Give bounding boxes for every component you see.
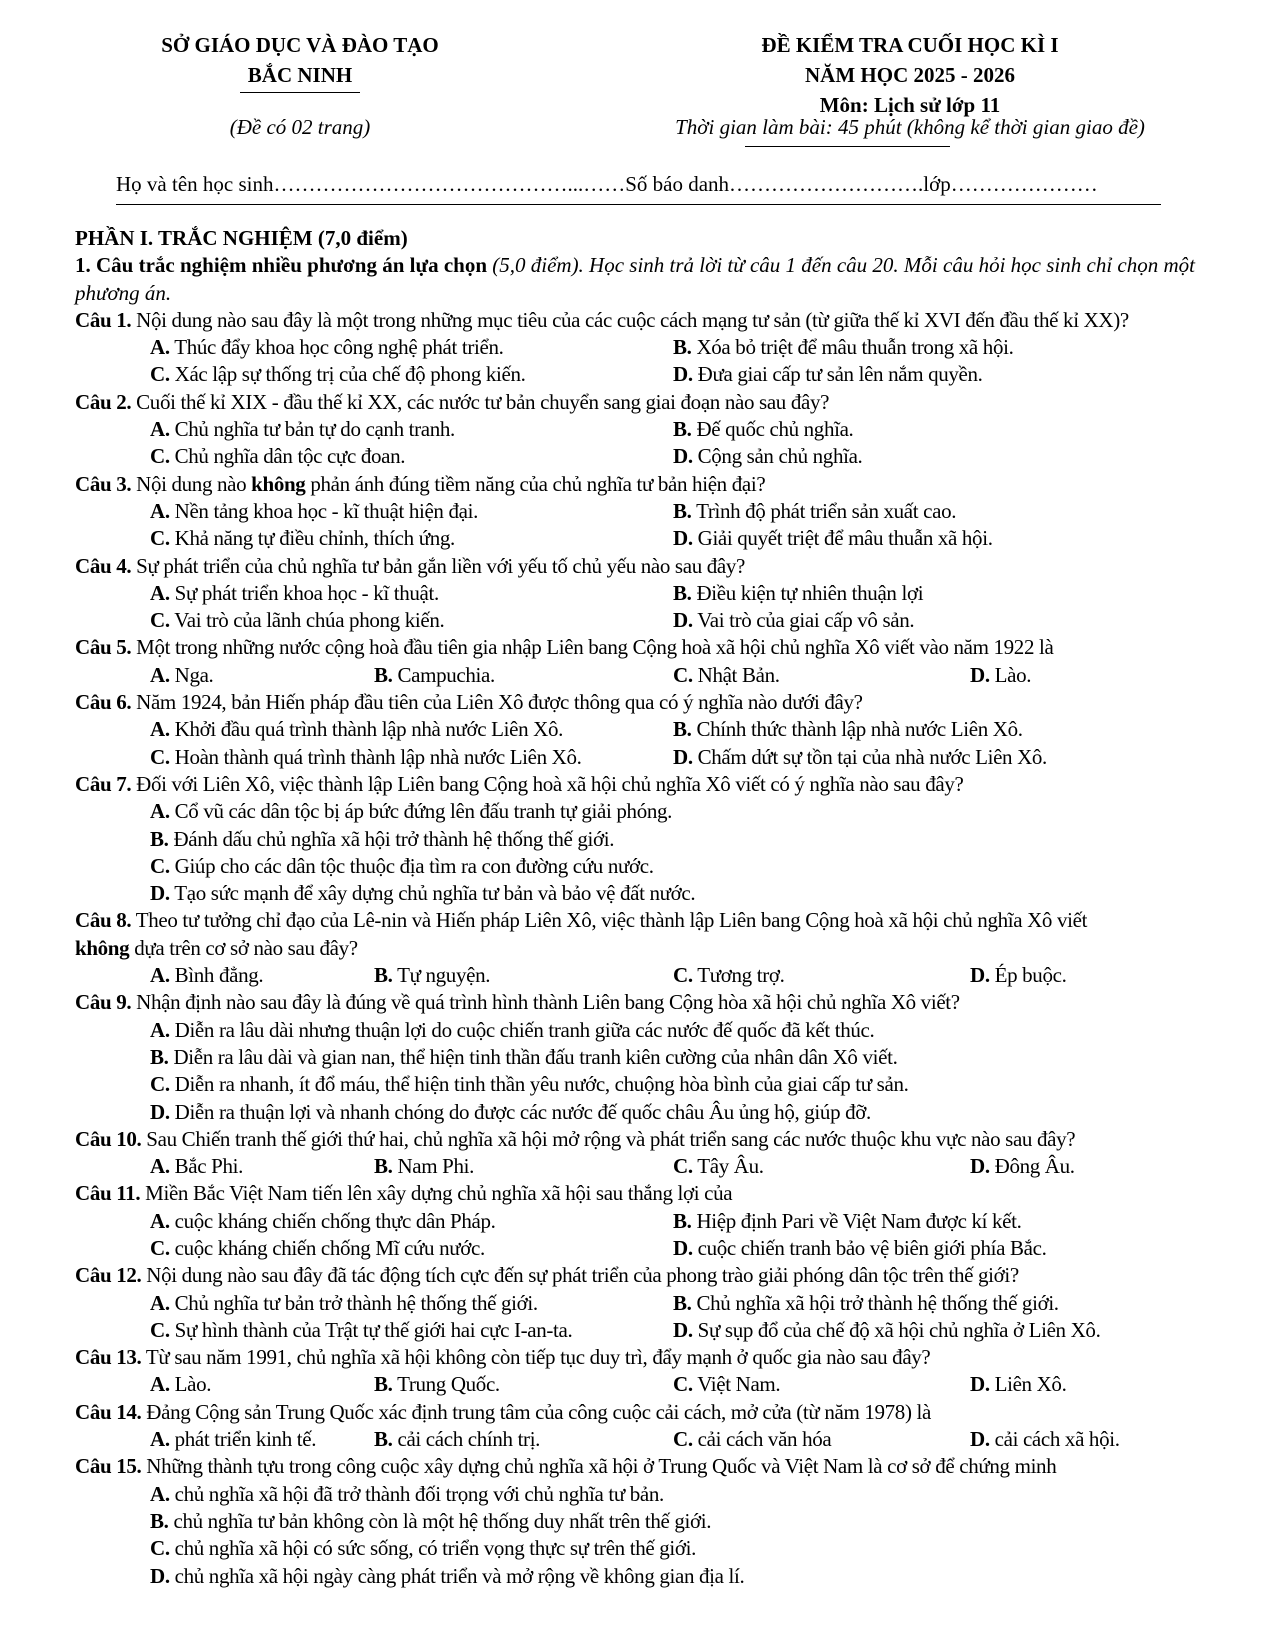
page-count-note: (Đề có 02 trang)	[229, 115, 371, 139]
option-d[interactable]: D. Giải quyết triệt để mâu thuẫn xã hội.	[673, 526, 993, 551]
department-name: SỞ GIÁO DỤC VÀ ĐÀO TẠO	[161, 33, 439, 57]
option-d[interactable]: D. Tạo sức mạnh để xây dựng chủ nghĩa tư bản và bảo vệ đất nước.	[150, 881, 696, 906]
school-year: NĂM HỌC 2025 - 2026	[805, 63, 1015, 87]
option-d[interactable]: D. Chấm dứt sự tồn tại của nhà nước Liên Xô.	[673, 744, 1047, 769]
option-d[interactable]: D. Sự sụp đổ của chế độ xã hội chủ nghĩa ở Liên Xô.	[673, 1317, 1101, 1342]
header-left	[120, 30, 480, 93]
options-row	[75, 744, 1225, 771]
option-a[interactable]: A. Nền tảng khoa học - kĩ thuật hiện đại.	[150, 498, 478, 523]
option-b[interactable]: B. Xóa bỏ triệt để mâu thuẫn trong xã hội.	[673, 335, 1014, 360]
option-d[interactable]: D. chủ nghĩa xã hội ngày càng phát triển và mở rộng về không gian địa lí.	[150, 1563, 745, 1588]
question-number: Câu 11.	[75, 1181, 141, 1206]
options-row	[75, 1153, 1225, 1180]
option-c[interactable]: C. Xác lập sự thống trị của chế độ phong kiến.	[150, 362, 526, 387]
option-a[interactable]: A. Lào.	[150, 1372, 212, 1397]
options-row	[75, 1317, 1225, 1344]
time-note: Thời gian làm bài: 45 phút (không kể thời gian giao đề)	[675, 115, 1145, 139]
option-a[interactable]: A. Diễn ra lâu dài nhưng thuận lợi do cuộc chiến tranh giữa các nước đế quốc đã kết thúc.	[150, 1017, 875, 1042]
option-a[interactable]: A. Chủ nghĩa tư bản tự do cạnh tranh.	[150, 417, 455, 442]
exam-title: ĐỀ KIỂM TRA CUỐI HỌC KÌ I	[761, 33, 1059, 57]
option-b[interactable]: B. Đế quốc chủ nghĩa.	[673, 417, 854, 442]
instruction-bold: 1. Câu trắc nghiệm nhiều phương án lựa chọn	[75, 253, 487, 278]
option-a[interactable]: A. Cổ vũ các dân tộc bị áp bức đứng lên đấu tranh tự giải phóng.	[150, 799, 673, 824]
question-number: Câu 1.	[75, 307, 132, 332]
instruction-italic: (5,0 điểm). Học sinh trả lời từ câu 1 đến câu 20. Mỗi câu hỏi học sinh chỉ chọn một phương án.	[75, 253, 1195, 305]
question-number: Câu 15.	[75, 1454, 142, 1479]
question-14	[75, 1399, 1225, 1426]
option-d[interactable]: D. cuộc chiến tranh bảo vệ biên giới phía Bắc.	[673, 1235, 1047, 1260]
question-text: Cuối thế kỉ XIX - đầu thế kỉ XX, các nước tư bản chuyển sang giai đoạn nào sau đây?	[131, 389, 830, 414]
question-number: Câu 14.	[75, 1399, 142, 1424]
option-b[interactable]: B. Chủ nghĩa xã hội trở thành hệ thống thế giới.	[673, 1290, 1059, 1315]
options-row	[75, 607, 1225, 634]
option-c[interactable]: C. Chủ nghĩa dân tộc cực đoan.	[150, 444, 406, 469]
question-number: Câu 10.	[75, 1126, 142, 1151]
option-d[interactable]: D. Đông Âu.	[970, 1154, 1075, 1179]
option-b[interactable]: B. Đánh dấu chủ nghĩa xã hội trở thành hệ thống thế giới.	[150, 826, 615, 851]
option-a[interactable]: A. Khởi đầu quá trình thành lập nhà nước Liên Xô.	[150, 717, 564, 742]
question-text: Từ sau năm 1991, chủ nghĩa xã hội không còn tiếp tục duy trì, đẩy mạnh ở quốc gia nào sau đây?	[141, 1345, 931, 1370]
option-d[interactable]: D. cải cách xã hội.	[970, 1427, 1120, 1452]
option-b[interactable]: B. Campuchia.	[374, 662, 495, 687]
option-b[interactable]: B. chủ nghĩa tư bản không còn là một hệ thống duy nhất trên thế giới.	[150, 1508, 712, 1533]
option-d[interactable]: D. Ép buộc.	[970, 963, 1067, 988]
option-b[interactable]: B. Tự nguyện.	[374, 963, 491, 988]
option-b[interactable]: B. Diễn ra lâu dài và gian nan, thể hiện tinh thần đấu tranh kiên cường của nhân dân Xô viết.	[150, 1044, 898, 1069]
question-11	[75, 1180, 1225, 1207]
question-emphasis: không	[251, 471, 306, 496]
question-number: Câu 3.	[75, 471, 132, 496]
question-number: Câu 8.	[75, 908, 132, 933]
options-row	[75, 580, 1225, 607]
option-c[interactable]: C. Sự hình thành của Trật tự thế giới hai cực I-an-ta.	[150, 1317, 573, 1342]
option-d[interactable]: D. Vai trò của giai cấp vô sản.	[673, 608, 915, 633]
options-row	[75, 416, 1225, 443]
option-c[interactable]: C. Giúp cho các dân tộc thuộc địa tìm ra con đường cứu nước.	[150, 853, 654, 878]
option-c[interactable]: C. Vai trò của lãnh chúa phong kiến.	[150, 608, 445, 633]
option-a[interactable]: A. Thúc đẩy khoa học công nghệ phát triển.	[150, 335, 504, 360]
option-c[interactable]: C. chủ nghĩa xã hội có sức sống, có triển vọng thực sự trên thế giới.	[150, 1536, 696, 1561]
option-d[interactable]: D. Cộng sản chủ nghĩa.	[673, 444, 863, 469]
option-b[interactable]: B. Hiệp định Pari về Việt Nam được kí kết.	[673, 1208, 1022, 1233]
question-9	[75, 989, 1225, 1016]
question-12	[75, 1262, 1225, 1289]
section-title: PHẦN I. TRẮC NGHIỆM (7,0 điểm)	[75, 226, 408, 250]
options-row	[75, 334, 1225, 361]
options-row	[75, 662, 1225, 689]
option-d[interactable]: D. Liên Xô.	[970, 1372, 1067, 1397]
options-row	[75, 498, 1225, 525]
question-emphasis: không	[75, 935, 130, 960]
question-text: Nội dung nào sau đây là một trong những mục tiêu của các cuộc cách mạng tư sản (từ giữa thế kỉ XVI đến đầu thế kỉ XX)?	[131, 307, 1129, 332]
question-15	[75, 1453, 1225, 1480]
question-number: Câu 5.	[75, 635, 132, 660]
question-13	[75, 1344, 1225, 1371]
question-text: Nhận định nào sau đây là đúng về quá trình hình thành Liên bang Cộng hòa xã hội chủ nghĩa Xô viết?	[131, 990, 960, 1015]
time-underline	[745, 146, 950, 147]
option-b[interactable]: B. Điều kiện tự nhiên thuận lợi	[673, 580, 924, 605]
province-name: BẮC NINH	[247, 63, 353, 87]
province-underline	[240, 92, 360, 93]
option-c[interactable]: C. Tương trợ.	[673, 963, 785, 988]
options-row	[75, 1290, 1225, 1317]
options-row	[75, 525, 1225, 552]
options-row	[75, 1371, 1225, 1398]
header-right	[600, 30, 1220, 120]
question-number: Câu 12.	[75, 1263, 142, 1288]
option-d[interactable]: D. Lào.	[970, 662, 1032, 687]
question-2	[75, 389, 1225, 416]
question-text: Những thành tựu trong công cuộc xây dựng chủ nghĩa xã hội ở Trung Quốc và Việt Nam là cơ sở để chứng minh	[141, 1454, 1057, 1479]
options-row	[75, 1235, 1225, 1262]
question-text: Một trong những nước cộng hoà đầu tiên gia nhập Liên bang Cộng hoà xã hội chủ nghĩa Xô viết vào năm 1922 là	[131, 635, 1054, 660]
options-row	[75, 716, 1225, 743]
option-b[interactable]: B. cải cách chính trị.	[374, 1427, 541, 1452]
divider	[116, 204, 1161, 205]
question-8-cont	[75, 935, 1225, 962]
option-c[interactable]: C. Diễn ra nhanh, ít đổ máu, thể hiện tinh thần yêu nước, chuộng hòa bình của giai cấp tư sản.	[150, 1072, 909, 1097]
options-row	[75, 962, 1225, 989]
option-c[interactable]: C. cải cách văn hóa	[673, 1427, 832, 1452]
option-d[interactable]: D. Diễn ra thuận lợi và nhanh chóng do được các nước đế quốc châu Âu ủng hộ, giúp đỡ.	[150, 1099, 871, 1124]
option-a[interactable]: A. Bình đẳng.	[150, 963, 264, 988]
question-number: Câu 9.	[75, 990, 132, 1015]
question-8	[75, 907, 1225, 934]
option-b[interactable]: B. Nam Phi.	[374, 1154, 475, 1179]
option-a[interactable]: A. Nga.	[150, 662, 214, 687]
question-1	[75, 307, 1225, 334]
question-text: dựa trên cơ sở nào sau đây?	[129, 935, 358, 960]
option-c[interactable]: C. Khả năng tự điều chỉnh, thích ứng.	[150, 526, 455, 551]
option-c[interactable]: C. Tây Âu.	[673, 1154, 764, 1179]
question-number: Câu 2.	[75, 389, 132, 414]
student-info-line: Họ và tên học sinh……………………………………...……Số báo danh……………………….lớp…………………	[116, 172, 1098, 196]
question-4	[75, 553, 1225, 580]
option-b[interactable]: B. Chính thức thành lập nhà nước Liên Xô.	[673, 717, 1023, 742]
option-c[interactable]: C. Hoàn thành quá trình thành lập nhà nước Liên Xô.	[150, 744, 582, 769]
option-c[interactable]: C. Nhật Bản.	[673, 662, 780, 687]
options-row	[75, 443, 1225, 470]
question-number: Câu 13.	[75, 1345, 142, 1370]
option-a[interactable]: A. cuộc kháng chiến chống thực dân Pháp.	[150, 1208, 496, 1233]
question-text: Đảng Cộng sản Trung Quốc xác định trung tâm của công cuộc cải cách, mở cửa (từ năm 1978) là	[141, 1399, 931, 1424]
question-text: Sau Chiến tranh thế giới thứ hai, chủ nghĩa xã hội mở rộng và phát triển sang các nước thuộc khu vực nào sau đây?	[141, 1126, 1076, 1151]
question-text: Năm 1924, bản Hiến pháp đầu tiên của Liên Xô được thông qua có ý nghĩa nào dưới đây?	[131, 690, 863, 715]
section-instructions	[75, 252, 1225, 307]
question-text: Sự phát triển của chủ nghĩa tư bản gắn liền với yếu tố chủ yếu nào sau đây?	[131, 553, 746, 578]
question-text: Miền Bắc Việt Nam tiến lên xây dựng chủ nghĩa xã hội sau thắng lợi của	[140, 1181, 733, 1206]
question-number: Câu 4.	[75, 553, 132, 578]
option-c[interactable]: C. Việt Nam.	[673, 1372, 781, 1397]
subject: Môn: Lịch sử lớp 11	[819, 93, 1001, 117]
options-row	[75, 361, 1225, 388]
question-3	[75, 471, 1225, 498]
question-text: phản ánh đúng tiềm năng của chủ nghĩa tư bản hiện đại?	[305, 471, 766, 496]
option-d[interactable]: D. Đưa giai cấp tư sản lên nắm quyền.	[673, 362, 983, 387]
options-row	[75, 1208, 1225, 1235]
question-text: Nội dung nào	[131, 471, 252, 496]
option-b[interactable]: B. Trung Quốc.	[374, 1372, 500, 1397]
option-b[interactable]: B. Trình độ phát triển sản xuất cao.	[673, 498, 957, 523]
question-5	[75, 634, 1225, 661]
option-a[interactable]: A. Sự phát triển khoa học - kĩ thuật.	[150, 580, 439, 605]
question-text: Đối với Liên Xô, việc thành lập Liên bang Cộng hoà xã hội chủ nghĩa Xô viết có ý nghĩa nào sau đây?	[131, 771, 964, 796]
question-text: Theo tư tưởng chỉ đạo của Lê-nin và Hiến pháp Liên Xô, việc thành lập Liên bang Cộng hoà xã hội chủ nghĩa Xô viết	[131, 908, 1088, 933]
option-a[interactable]: A. Bắc Phi.	[150, 1154, 243, 1179]
question-text: Nội dung nào sau đây đã tác động tích cực đến sự phát triển của phong trào giải phóng dân tộc trên thế giới?	[141, 1263, 1019, 1288]
option-a[interactable]: A. Chủ nghĩa tư bản trở thành hệ thống thế giới.	[150, 1290, 538, 1315]
options-row	[75, 1426, 1225, 1453]
exam-content	[75, 225, 1225, 1590]
option-c[interactable]: C. cuộc kháng chiến chống Mĩ cứu nước.	[150, 1235, 485, 1260]
question-number: Câu 6.	[75, 690, 132, 715]
question-6	[75, 689, 1225, 716]
option-a[interactable]: A. chủ nghĩa xã hội đã trở thành đối trọng với chủ nghĩa tư bản.	[150, 1481, 664, 1506]
question-number: Câu 7.	[75, 771, 132, 796]
question-7	[75, 771, 1225, 798]
option-a[interactable]: A. phát triển kinh tế.	[150, 1427, 317, 1452]
question-10	[75, 1126, 1225, 1153]
